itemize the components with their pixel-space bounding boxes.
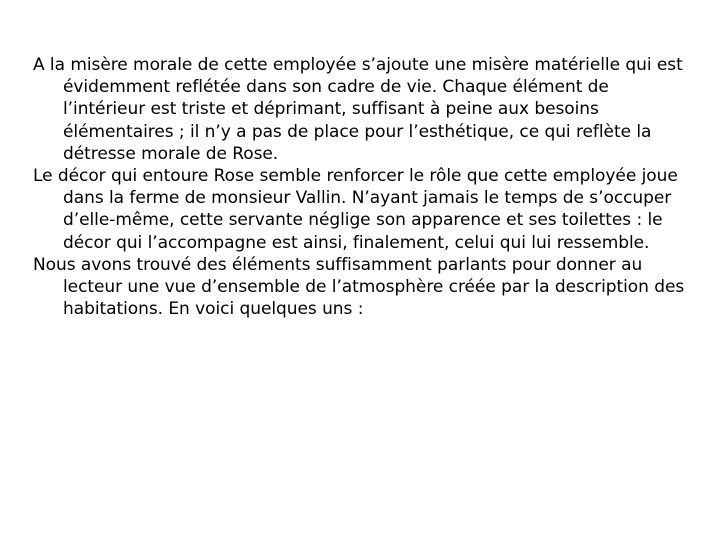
paragraph-material-misery: A la misère morale de cette employée s’ajoute une misère matérielle qui est évidemment reflétée dans son cadre de vie. Chaque élément de l’intérieur est triste et déprimant, suffisant à peine aux besoins élémentaires ; il n’y a pas de place pour l’esthétique, ce qui reflète la détresse morale de Rose. [33, 55, 683, 164]
slide-body [33, 54, 693, 320]
paragraph-decor-role: Le décor qui entoure Rose semble renforcer le rôle que cette employée joue dans la ferme de monsieur Vallin. N’ayant jamais le temps de s’occuper d’elle-même, cette servante néglige son apparence et ses toilettes : le décor qui l’accompagne est ainsi, finalement, celui qui lui ressemble. [33, 166, 678, 253]
paragraph-elements-intro: Nous avons trouvé des éléments suffisamment parlants pour donner au lecteur une vue d’ensemble de l’atmosphère créée par la description des habitations. En voici quelques uns : [33, 254, 685, 320]
